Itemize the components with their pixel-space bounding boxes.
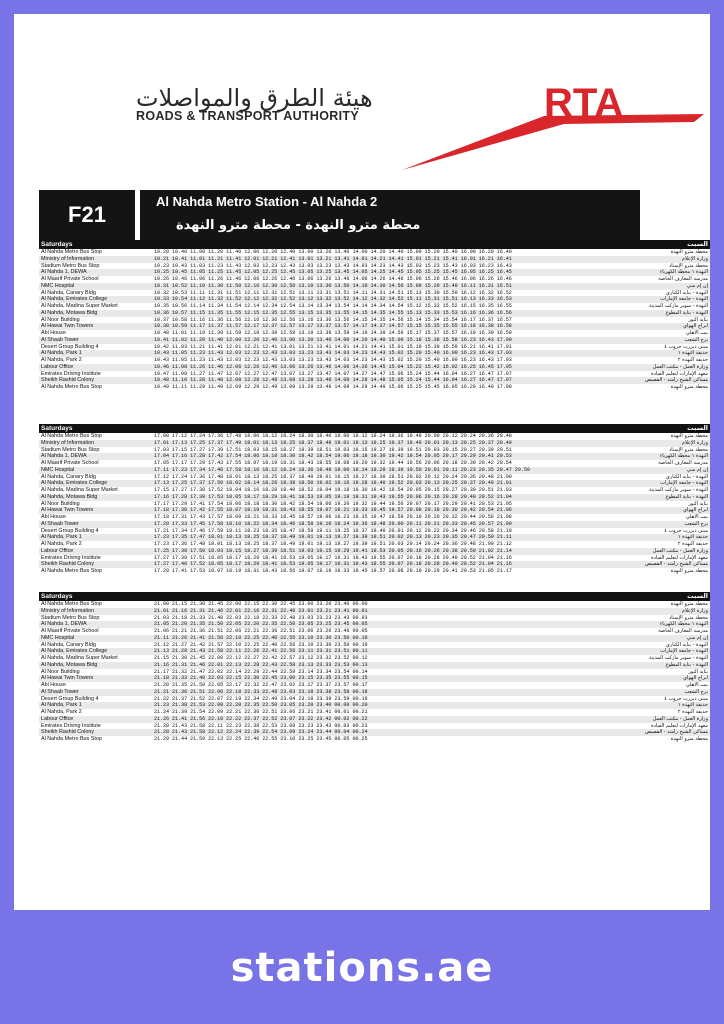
- departure-times: 21.05 21.20 21.35 21.50 22.05 22.20 22.35 22.50 23.05 23.25 23.45 00.05: [154, 621, 368, 628]
- stop-name-arabic: النهدة - بناية المطوع: [665, 309, 708, 316]
- stop-name-arabic: إن إم سي: [686, 634, 708, 641]
- departure-times: 10.49 11.11 11.29 11.49 12.09 12.29 12.49 13.09 13.29 13.49 14.09 14.29 14.49 15.06 15.25 15.45 16.05 16.29 16.49 17.09: [154, 384, 512, 390]
- departure-times: 17.25 17.38 17.50 18.03 18.15 18.27 18.39 18.51 19.03 19.15 19.29 19.41 19.53 20.05 20.16 20.26 20.38 20.50 21.02 21.14: [154, 547, 512, 554]
- section-day-english: Saturdays: [41, 425, 73, 432]
- departure-times: 10.25 10.45 11.05 11.25 11.45 12.05 12.25 12.45 13.05 13.25 13.45 14.05 14.25 14.45 15.05 15.25 15.45 16.05 16.25 16.45: [154, 269, 512, 276]
- departure-times: 17.27 17.40 17.52 18.05 18.17 18.29 18.41 18.53 19.05 19.17 19.31 19.43 19.55 20.07 20.18 20.28 20.40 20.52 21.04 21.16: [154, 561, 512, 568]
- stop-name-arabic: النهدة - جامعة الإمارات: [660, 648, 708, 655]
- stop-name-arabic: محطة مترو النهدة: [670, 601, 708, 607]
- footer-site-name: stations.ae: [230, 945, 494, 991]
- table-row: [39, 371, 710, 378]
- stop-name-english: Al Nahda, Emirates College: [41, 648, 108, 655]
- departure-times: 17.21 17.34 17.46 17.59 18.11 18.23 18.35 18.47 18.59 19.11 19.25 19.37 19.49 20.01 20.12 20.22 20.34 20.46 20.58 21.10: [154, 527, 512, 534]
- table-row: [39, 474, 710, 481]
- stop-name-arabic: بيت الأهلي: [685, 682, 708, 688]
- departure-times: 17.27 17.39 17.51 18.05 18.17 18.29 18.41 18.53 19.05 19.17 19.31 19.43 19.55 20.07 20.18 20.28 20.40 20.52 21.04 21.16: [154, 554, 512, 561]
- stop-name-arabic: مبنى ديزرت جروب ٤: [664, 343, 708, 350]
- stop-name-english: Al Nahda Metro Bus Stop: [41, 568, 102, 574]
- stop-name-english: Abi House: [41, 514, 66, 520]
- stop-name-english: Emirates Driving Institute: [41, 370, 101, 377]
- departure-times: 17.11 17.23 17.34 17.46 17.58 18.10 18.12 18.24 18.36 18.48 19.00 19.14 19.29 19.39 19.50 20.01 20.11 20.23 20.35 20.47 20.59: [154, 466, 530, 473]
- stop-name-english: Sheikh Rashid Colony: [41, 729, 95, 736]
- stop-name-english: Al Nahda Metro Bus Stop: [41, 601, 102, 607]
- stop-name-english: Al Shaab Tower: [41, 336, 79, 343]
- table-row: [39, 323, 710, 330]
- stop-name-english: Al Nahda Metro Bus Stop: [41, 249, 102, 255]
- stop-name-arabic: النهدة - جامعة الإمارات: [660, 296, 708, 303]
- table-row: [39, 303, 710, 310]
- departure-times: 21.16 21.31 21.46 22.01 22.13 22.28 22.43 22.58 23.13 23.33 23.53 00.13: [154, 661, 368, 668]
- stop-name-english: Al Nahda, Park 2: [41, 357, 82, 363]
- stop-name-english: Al Noor Building: [41, 316, 80, 323]
- stop-name-arabic: برج الشعب: [684, 336, 708, 343]
- stop-name-arabic: برج الشعب: [684, 688, 708, 695]
- authority-name-arabic: هيئة الطرق والمواصلات: [136, 84, 373, 112]
- section-day-arabic: السبت: [687, 240, 708, 248]
- rta-logo-text: RTA: [544, 81, 624, 125]
- departure-times: 10.40 11.01 11.19 11.39 11.59 12.19 12.39 12.59 13.19 13.39 13.59 14.19 14.39 14.59 15.17 15.37 15.57 16.19 16.39 16.59: [154, 330, 512, 336]
- departure-times: 21.01 21.16 21.31 21.46 22.01 22.16 22.31 22.46 23.01 23.21 23.41 00.01: [154, 607, 368, 614]
- stop-name-english: Al Nahda, Madina Super Market: [41, 487, 118, 493]
- stop-name-arabic: النهدة - بناية المطوع: [665, 493, 708, 500]
- section-header: [39, 424, 710, 433]
- stop-name-arabic: بناية النور: [688, 500, 708, 507]
- stop-name-english: Sheikh Rashid Colony: [41, 377, 95, 384]
- table-row: [39, 453, 710, 460]
- stop-name-english: Al Nahda, Park 2: [41, 541, 82, 547]
- stop-name-arabic: النهدة - جامعة الإمارات: [660, 480, 708, 487]
- table-row: [39, 736, 710, 743]
- stop-name-english: Al Nahda, Motawa Bldg: [41, 661, 98, 668]
- departure-times: 10.47 11.09 11.27 11.47 12.07 12.27 12.47 13.07 13.27 13.47 14.07 14.27 14.47 15.06 15.24 15.44 16.04 16.27 16.47 17.07: [154, 370, 512, 377]
- rta-logo: [394, 78, 710, 174]
- section-header: [39, 592, 710, 601]
- stop-name-english: Al Nahda, Canary Bldg: [41, 473, 96, 480]
- departure-times: 17.23 17.36 17.48 18.01 18.13 18.25 18.37 18.49 19.01 19.13 19.27 19.39 19.51 20.03 20.14 20.24 20.36 20.48 21.00 21.12: [154, 541, 512, 547]
- departure-times: 21.20 21.35 21.50 22.05 22.17 22.32 22.47 23.02 23.17 23.37 23.57 00.17: [154, 682, 368, 688]
- departure-times: 21.26 21.41 21.56 22.10 22.22 22.37 22.52 23.07 23.22 23.42 00.02 00.22: [154, 715, 368, 722]
- table-row: [39, 662, 710, 669]
- table-row: [39, 696, 710, 703]
- departure-times: 17.03 17.15 17.27 17.39 17.51 18.03 18.15 18.27 18.39 18.51 19.03 19.15 19.27 19.39 19.51 20.03 20.15 20.27 20.39 20.51: [154, 446, 512, 453]
- stop-name-english: Al Nahda, Canary Bldg: [41, 641, 96, 648]
- table-row: [39, 249, 710, 256]
- departure-times: 10.36 10.57 11.15 11.35 11.55 12.15 12.35 12.55 13.15 13.35 13.55 14.15 14.35 14.55 15.13 15.33 15.53 16.16 16.36 16.56: [154, 309, 512, 316]
- stop-name-arabic: إن إم سي: [686, 282, 708, 289]
- stop-name-english: Al Nahda, Madina Super Market: [41, 655, 118, 661]
- route-number: F21: [39, 190, 135, 240]
- stop-name-arabic: برج الشعب: [684, 520, 708, 527]
- table-row: [39, 384, 710, 391]
- table-row: [39, 467, 710, 474]
- stop-name-english: Al Nahda, Park 1: [41, 350, 82, 357]
- stop-name-english: Abi House: [41, 682, 66, 688]
- stop-name-english: Al Nahda, Park 1: [41, 702, 82, 709]
- stop-name-arabic: وزارة الإعلام: [681, 607, 708, 614]
- departure-times: 21.28 21.43 21.58 22.11 22.23 22.38 22.53 23.08 23.23 23.43 00.03 00.23: [154, 722, 368, 729]
- table-row: [39, 521, 710, 528]
- stop-name-arabic: النهدة - سوبر ماركت المدينة: [649, 487, 708, 493]
- stop-name-arabic: النهدة - بناية الكناري: [665, 473, 708, 480]
- section-day-english: Saturdays: [41, 593, 73, 600]
- table-row: [39, 337, 710, 344]
- stop-name-english: Ministry of Information: [41, 439, 95, 446]
- stop-name-english: Desert Group Building 4: [41, 695, 99, 702]
- departure-times: 21.06 21.21 21.36 21.51 22.06 22.21 22.36 22.51 23.06 23.26 23.46 00.05: [154, 628, 368, 634]
- stop-name-english: Al Hawai Twin Towers: [41, 675, 94, 682]
- stop-name-arabic: بيت الأهلي: [685, 514, 708, 520]
- section-day-arabic: السبت: [687, 592, 708, 600]
- stop-name-english: Emirates Driving Institute: [41, 554, 101, 561]
- section-header: [39, 240, 710, 249]
- departure-times: 10.41 11.02 11.20 11.40 12.00 12.20 12.40 13.00 13.20 13.40 14.00 14.20 14.40 15.00 15.18 15.38 15.58 16.23 16.43 17.00: [154, 336, 512, 343]
- table-row: [39, 487, 710, 494]
- departure-times: 10.26 10.46 11.06 11.26 11.46 12.06 12.26 12.46 13.06 13.26 13.46 14.06 14.26 14.46 15.06 15.26 15.46 16.06 16.26 16.46: [154, 276, 512, 282]
- stop-name-arabic: محطة مترو النهدة: [670, 736, 708, 742]
- stop-name-arabic: معهد الإمارات لتعليم القيادة: [651, 370, 708, 377]
- stop-name-arabic: مدرسة المعارف الخاصة: [658, 628, 708, 634]
- departure-times: 21.03 21.18 21.33 21.48 22.03 22.18 22.33 22.48 23.03 23.23 23.43 00.03: [154, 614, 368, 621]
- departure-times: 10.21 10.41 11.01 11.21 11.41 12.01 12.21 12.41 13.01 13.21 13.41 14.01 14.21 14.41 15.01 15.21 15.41 16.01 16.21 16.41: [154, 255, 512, 262]
- stop-name-arabic: معهد الإمارات لتعليم القيادة: [651, 554, 708, 561]
- stop-name-arabic: وزارة الإعلام: [681, 255, 708, 262]
- table-row: [39, 608, 710, 615]
- stop-name-arabic: وزارة العمل - مكتب العمل: [652, 547, 708, 554]
- stop-name-english: Al Hawai Twin Towers: [41, 507, 94, 514]
- stop-name-arabic: النهدة - سوبر ماركت المدينة: [649, 655, 708, 661]
- table-row: [39, 447, 710, 454]
- stop-name-arabic: محطة مترو الإستاد: [669, 262, 708, 269]
- table-row: [39, 310, 710, 317]
- departure-times: 21.23 21.38 21.53 22.08 22.20 22.35 22.50 23.05 23.20 23.40 00.00 00.20: [154, 702, 368, 709]
- stop-name-english: Al Nahda, Canary Bldg: [41, 289, 96, 296]
- stop-name-arabic: بناية النور: [688, 668, 708, 675]
- table-row: [39, 635, 710, 642]
- table-row: [39, 440, 710, 447]
- stop-name-arabic: النهدة ١ محطة الكهرباء: [659, 453, 708, 460]
- stop-name-arabic: مساكن الشيخ راشد - القصيص: [644, 377, 708, 384]
- departure-times: 21.28 21.43 21.58 22.12 22.24 22.39 22.54 23.09 23.24 23.44 00.04 00.24: [154, 729, 368, 736]
- table-row: [39, 642, 710, 649]
- section-day-arabic: السبت: [687, 424, 708, 432]
- stop-name-english: NMC Hospital: [41, 466, 75, 473]
- stop-name-arabic: حديقة النهدة ١: [677, 534, 708, 541]
- table-row: [39, 296, 710, 303]
- table-row: [39, 330, 710, 337]
- departure-times: 10.43 11.05 11.23 11.43 12.03 12.23 12.43 13.03 13.23 13.43 14.03 14.23 14.43 15.02 15.20 15.40 16.00 16.23 16.43 17.03: [154, 350, 512, 357]
- departure-times: 17.18 17.30 17.42 17.55 18.07 18.19 18.31 18.43 18.55 19.07 19.21 19.33 19.45 19.57 20.08 20.18 20.30 20.42 20.54 21.06: [154, 507, 512, 514]
- stop-name-arabic: محطة مترو النهدة: [670, 433, 708, 439]
- table-row: [39, 283, 710, 290]
- stop-name-english: Desert Group Building 4: [41, 343, 99, 350]
- stop-name-arabic: أبراج الهواي: [683, 323, 708, 330]
- stop-name-arabic: محطة مترو الإستاد: [669, 614, 708, 621]
- departure-times: 10.37 10.58 11.16 11.36 11.56 12.16 12.36 12.56 13.16 13.36 13.56 14.15 14.35 14.56 15.14 15.34 15.54 16.17 16.37 16.57: [154, 316, 512, 323]
- table-row: [39, 682, 710, 689]
- departure-times: 17.29 17.41 17.53 18.07 18.19 18.31 18.43 18.56 19.07 19.19 19.33 19.45 19.57 20.08 20.19 20.29 20.41 20.53 21.05 21.17: [154, 568, 512, 574]
- table-row: [39, 501, 710, 508]
- stop-name-arabic: مبنى ديزرت جروب ٤: [664, 527, 708, 534]
- departure-times: 21.29 21.44 21.59 22.13 22.25 22.40 22.55 23.10 23.25 23.45 00.05 00.25: [154, 736, 368, 742]
- departure-times: 17.15 17.27 17.38 17.52 18.04 18.16 18.28 18.40 18.52 19.04 19.18 19.30 19.42 19.54 20.05 20.15 20.27 20.39 20.51 21.03: [154, 487, 512, 493]
- stop-name-english: Al Nahda, Motawa Bldg: [41, 309, 98, 316]
- stop-name-english: Al Nahda Metro Bus Stop: [41, 736, 102, 742]
- table-row: [39, 317, 710, 324]
- section-rows: [39, 249, 710, 391]
- stop-name-english: Desert Group Building 4: [41, 527, 99, 534]
- table-row: [39, 723, 710, 730]
- departure-times: 10.42 11.03 11.21 11.41 12.01 12.21 12.41 13.01 13.21 13.41 14.01 14.21 14.41 15.01 15.19 15.39 15.59 16.21 16.41 17.01: [154, 343, 512, 350]
- stop-name-english: Al Nahda, Emirates College: [41, 296, 108, 303]
- stop-name-english: Al Nahda Metro Bus Stop: [41, 384, 102, 390]
- section-day-english: Saturdays: [41, 241, 73, 248]
- departure-times: 21.21 21.36 21.51 22.06 22.18 22.33 22.48 23.03 23.18 23.38 23.58 00.18: [154, 688, 368, 695]
- timetable-section: [39, 240, 710, 391]
- departure-times: 21.00 21.15 21.30 21.45 22.00 22.15 22.30 22.45 23.00 23.20 23.40 00.00: [154, 601, 368, 607]
- stop-name-english: Al Maarif Private School: [41, 276, 99, 282]
- stop-name-arabic: معهد الإمارات لتعليم القيادة: [651, 722, 708, 729]
- table-row: [39, 548, 710, 555]
- departure-times: 17.23 17.35 17.47 18.01 18.13 18.25 18.37 18.49 19.01 19.13 19.27 19.39 19.51 20.02 20.13 20.23 20.35 20.47 20.59 21.11: [154, 534, 512, 541]
- table-row: [39, 702, 710, 709]
- stop-name-english: Emirates Driving Institute: [41, 722, 101, 729]
- departure-times: 10.32 10.53 11.11 11.31 11.51 12.11 12.31 12.51 13.11 13.31 13.51 14.11 14.31 14.51 15.13 15.30 15.50 16.12 16.32 16.52: [154, 289, 512, 296]
- departure-times: 21.13 21.28 21.43 21.58 22.11 22.26 22.41 22.56 23.11 23.31 23.51 00.11: [154, 648, 368, 655]
- departure-times: 21.24 21.39 21.54 22.09 22.21 22.36 22.51 23.06 23.21 23.41 00.01 00.21: [154, 709, 368, 715]
- departure-times: 10.23 10.43 11.03 11.23 11.43 12.03 12.23 12.43 13.03 13.23 13.43 14.03 14.23 14.43 15.03 15.23 15.43 16.03 16.23 16.43: [154, 262, 512, 269]
- table-row: [39, 621, 710, 628]
- table-row: [39, 256, 710, 263]
- stop-name-arabic: حديقة النهدة ١: [677, 350, 708, 357]
- stop-name-english: Al Nahda 1, DEWA: [41, 269, 87, 276]
- stop-name-arabic: مدرسة المعارف الخاصة: [658, 460, 708, 466]
- departure-times: 10.43 11.05 11.23 11.43 12.03 12.23 12.43 13.03 13.23 13.43 14.03 14.23 14.43 15.02 15.20 15.40 16.00 16.23 16.43 17.03: [154, 357, 512, 363]
- departure-times: 17.00 17.12 17.24 17.36 17.48 18.00 18.12 18.24 18.30 18.40 19.00 19.12 19.24 19.36 19.48 20.00 20.12 20.24 20.36 20.48: [154, 433, 512, 439]
- route-title-arabic: محطة مترو النهدة - محطة مترو النهدة: [176, 218, 421, 233]
- departure-times: 17.19 17.31 17.43 17.57 18.09 18.21 18.33 18.45 18.57 19.09 19.23 19.35 19.47 19.59 20.10 20.20 20.32 20.44 20.56 21.08: [154, 514, 512, 520]
- table-row: [39, 601, 710, 608]
- stop-name-english: Abi House: [41, 330, 66, 336]
- departure-times: 21.12 21.27 21.42 21.57 22.10 22.25 22.40 22.56 23.10 23.30 23.50 00.10: [154, 641, 368, 648]
- table-row: [39, 364, 710, 371]
- table-row: [39, 350, 710, 357]
- departure-times: 17.05 17.17 17.29 17.43 17.55 18.07 18.19 18.31 18.43 18.55 19.08 19.20 19.32 19.44 19.56 20.06 20.18 20.30 20.42 20.54: [154, 460, 512, 466]
- stop-name-english: Stadium Metro Bus Stop: [41, 614, 100, 621]
- stop-name-arabic: وزارة العمل - مكتب العمل: [652, 715, 708, 722]
- stop-name-english: Al Nahda 1, DEWA: [41, 453, 87, 460]
- stop-name-arabic: محطة مترو النهدة: [670, 384, 708, 390]
- departure-times: 10.20 10.40 11.00 11.20 11.40 12.00 12.20 12.40 13.00 13.20 13.40 14.00 14.20 14.40 15.00 15.20 15.40 16.00 16.20 16.40: [154, 249, 512, 255]
- departure-times: 10.33 10.54 11.12 11.32 11.52 12.12 12.32 12.52 13.12 13.32 13.52 14.12 14.32 14.52 15.11 15.31 15.51 16.13 16.33 16.53: [154, 296, 512, 303]
- departure-times: 17.13 17.25 17.37 17.50 18.02 18.14 18.26 18.38 18.50 19.02 19.16 19.28 19.40 19.52 20.03 20.13 20.25 20.37 20.49 21.01: [154, 480, 512, 487]
- table-row: [39, 344, 710, 351]
- departure-times: 10.35 10.56 11.14 11.34 11.54 12.14 12.34 12.54 13.14 13.34 13.54 14.14 14.34 14.54 15.12 15.32 15.52 16.15 16.35 16.55: [154, 303, 512, 309]
- table-row: [39, 709, 710, 716]
- departure-times: 10.48 11.10 11.28 11.48 12.08 12.28 12.48 13.08 13.28 13.48 14.08 14.28 14.48 15.05 15.24 15.44 16.04 16.27 16.47 17.07: [154, 377, 512, 384]
- stop-name-arabic: أبراج الهواي: [683, 507, 708, 514]
- stop-name-english: Al Noor Building: [41, 668, 80, 675]
- stop-name-english: Al Nahda, Park 1: [41, 534, 82, 541]
- table-row: [39, 507, 710, 514]
- stop-name-english: Labour Office: [41, 363, 74, 370]
- table-row: [39, 494, 710, 501]
- table-row: [39, 655, 710, 662]
- table-row: [39, 675, 710, 682]
- table-row: [39, 615, 710, 622]
- departure-times: 10.31 10.52 11.10 11.30 11.50 12.10 12.30 12.50 13.10 13.30 13.50 14.10 14.30 14.50 15.09 15.29 15.49 16.11 16.31 16.51: [154, 282, 512, 289]
- stop-name-arabic: محطة مترو النهدة: [670, 249, 708, 255]
- table-row: [39, 716, 710, 723]
- table-row: [39, 480, 710, 487]
- departure-times: 17.16 17.28 17.39 17.53 18.05 18.17 18.29 18.41 18.53 19.05 19.19 19.31 19.43 19.55 20.06 20.16 20.28 20.40 20.52 21.04: [154, 493, 512, 500]
- stop-name-arabic: حديقة النهدة ١: [677, 702, 708, 709]
- stop-name-arabic: وزارة العمل - مكتب العمل: [652, 363, 708, 370]
- departure-times: 17.04 17.16 17.28 17.42 17.54 18.06 18.18 18.30 18.42 18.54 19.06 19.18 19.30 19.42 19.54 20.05 20.17 20.29 20.41 20.53: [154, 453, 512, 460]
- table-row: [39, 269, 710, 276]
- stop-name-english: Labour Office: [41, 547, 74, 554]
- stop-name-arabic: وزارة الإعلام: [681, 439, 708, 446]
- stop-name-arabic: حديقة النهدة ٢: [677, 357, 708, 363]
- route-title-english: Al Nahda Metro Station - Al Nahda 2: [156, 194, 378, 209]
- stop-name-arabic: محطة مترو النهدة: [670, 568, 708, 574]
- stop-name-english: Al Shaab Tower: [41, 520, 79, 527]
- table-row: [39, 357, 710, 364]
- stop-name-arabic: النهدة ١ محطة الكهرباء: [659, 269, 708, 276]
- stop-name-arabic: مبنى ديزرت جروب ٤: [664, 695, 708, 702]
- stop-name-english: Al Maarif Private School: [41, 460, 99, 466]
- stop-name-english: Stadium Metro Bus Stop: [41, 446, 100, 453]
- table-row: [39, 669, 710, 676]
- departure-times: 17.17 17.29 17.41 17.54 18.06 18.18 18.30 18.42 18.54 19.06 19.20 19.32 19.44 19.56 20.07 20.17 20.29 20.41 20.53 21.05: [154, 500, 512, 507]
- table-row: [39, 290, 710, 297]
- stop-name-english: Al Shaab Tower: [41, 688, 79, 695]
- stop-name-english: NMC Hospital: [41, 282, 75, 289]
- authority-name-english: ROADS & TRANSPORT AUTHORITY: [136, 109, 359, 123]
- stop-name-arabic: حديقة النهدة ٢: [677, 541, 708, 547]
- stop-name-arabic: النهدة - سوبر ماركت المدينة: [649, 303, 708, 309]
- departure-times: 21.17 21.32 21.47 22.02 22.14 22.29 22.44 22.59 23.14 23.34 23.54 00.14: [154, 668, 368, 675]
- section-rows: [39, 433, 710, 575]
- stop-name-english: Stadium Metro Bus Stop: [41, 262, 100, 269]
- stop-name-arabic: النهدة - بناية المطوع: [665, 661, 708, 668]
- table-row: [39, 528, 710, 535]
- stop-name-arabic: مدرسة المعارف الخاصة: [658, 276, 708, 282]
- timetable-section: [39, 592, 710, 743]
- stop-name-english: Labour Office: [41, 715, 74, 722]
- route-title-box: [140, 190, 640, 240]
- table-row: [39, 514, 710, 521]
- stop-name-english: Al Nahda, Park 2: [41, 709, 82, 715]
- table-row: [39, 628, 710, 635]
- departure-times: 17.20 17.33 17.45 17.58 18.10 18.22 18.34 18.46 18.58 19.10 19.24 19.36 19.48 20.00 20.11 20.21 20.33 20.45 20.57 21.09: [154, 520, 512, 527]
- table-row: [39, 377, 710, 384]
- stop-name-english: Ministry of Information: [41, 255, 95, 262]
- departure-times: 17.12 17.24 17.36 17.48 18.01 18.13 18.25 18.37 18.49 19.01 19.15 19.27 19.39 19.51 20.02 20.12 20.24 20.36 20.48 21.00: [154, 473, 512, 480]
- table-row: [39, 648, 710, 655]
- timetable-section: [39, 424, 710, 575]
- table-row: [39, 555, 710, 562]
- table-row: [39, 534, 710, 541]
- departure-times: 21.22 21.37 21.52 22.07 22.19 22.34 22.49 23.04 23.19 23.39 23.59 00.19: [154, 695, 368, 702]
- stop-name-english: Al Nahda Metro Bus Stop: [41, 433, 102, 439]
- timetable-card: [14, 14, 710, 910]
- stop-name-english: Ministry of Information: [41, 607, 95, 614]
- table-row: [39, 561, 710, 568]
- stop-name-arabic: مساكن الشيخ راشد - القصيص: [644, 729, 708, 736]
- departure-times: 10.46 11.08 11.26 11.46 12.06 12.26 12.46 13.06 13.26 13.46 14.06 14.26 14.45 15.04 15.22 15.42 16.02 16.25 16.45 17.05: [154, 363, 512, 370]
- section-rows: [39, 601, 710, 743]
- stop-name-english: Al Noor Building: [41, 500, 80, 507]
- stop-name-english: Al Nahda, Motawa Bldg: [41, 493, 98, 500]
- stop-name-english: Al Nahda, Madina Super Market: [41, 303, 118, 309]
- stop-name-arabic: محطة مترو الإستاد: [669, 446, 708, 453]
- table-row: [39, 541, 710, 548]
- table-row: [39, 460, 710, 467]
- stop-name-arabic: بناية النور: [688, 316, 708, 323]
- departure-times: 21.11 21.26 21.41 21.56 22.10 22.25 22.40 22.55 23.10 23.30 23.50 00.10: [154, 634, 368, 641]
- departure-times: 10.38 10.59 11.17 11.37 11.57 12.17 12.37 12.57 13.17 13.37 13.57 14.17 14.37 14.57 15.15 15.35 15.55 16.18 16.38 16.58: [154, 323, 512, 330]
- departure-times: 17.01 17.13 17.25 17.37 17.49 18.01 18.13 18.25 18.37 18.49 19.01 19.13 19.25 19.37 19.49 20.01 20.13 20.25 20.37 20.49: [154, 439, 512, 446]
- stop-name-arabic: النهدة - بناية الكناري: [665, 289, 708, 296]
- stop-name-english: Al Maarif Private School: [41, 628, 99, 634]
- table-row: [39, 263, 710, 270]
- stop-name-english: Al Nahda 1, DEWA: [41, 621, 87, 628]
- departure-times: 21.18 21.33 21.48 22.03 22.15 22.30 22.45 23.00 23.15 23.35 23.55 00.15: [154, 675, 368, 682]
- table-row: [39, 433, 710, 440]
- stop-name-english: Al Nahda, Emirates College: [41, 480, 108, 487]
- stop-name-english: Sheikh Rashid Colony: [41, 561, 95, 568]
- departure-times: 21.15 21.30 21.45 22.00 22.12 22.27 22.42 22.57 23.12 23.32 23.52 00.12: [154, 655, 368, 661]
- stop-name-arabic: مساكن الشيخ راشد - القصيص: [644, 561, 708, 568]
- table-row: [39, 689, 710, 696]
- stop-name-english: NMC Hospital: [41, 634, 75, 641]
- stop-name-arabic: حديقة النهدة ٢: [677, 709, 708, 715]
- stop-name-arabic: النهدة ١ محطة الكهرباء: [659, 621, 708, 628]
- table-row: [39, 568, 710, 575]
- stop-name-arabic: أبراج الهواي: [683, 675, 708, 682]
- stop-name-arabic: بيت الأهلي: [685, 330, 708, 336]
- stop-name-english: Al Hawai Twin Towers: [41, 323, 94, 330]
- stop-name-arabic: إن إم سي: [686, 466, 708, 473]
- table-row: [39, 729, 710, 736]
- table-row: [39, 276, 710, 283]
- stop-name-arabic: النهدة - بناية الكناري: [665, 641, 708, 648]
